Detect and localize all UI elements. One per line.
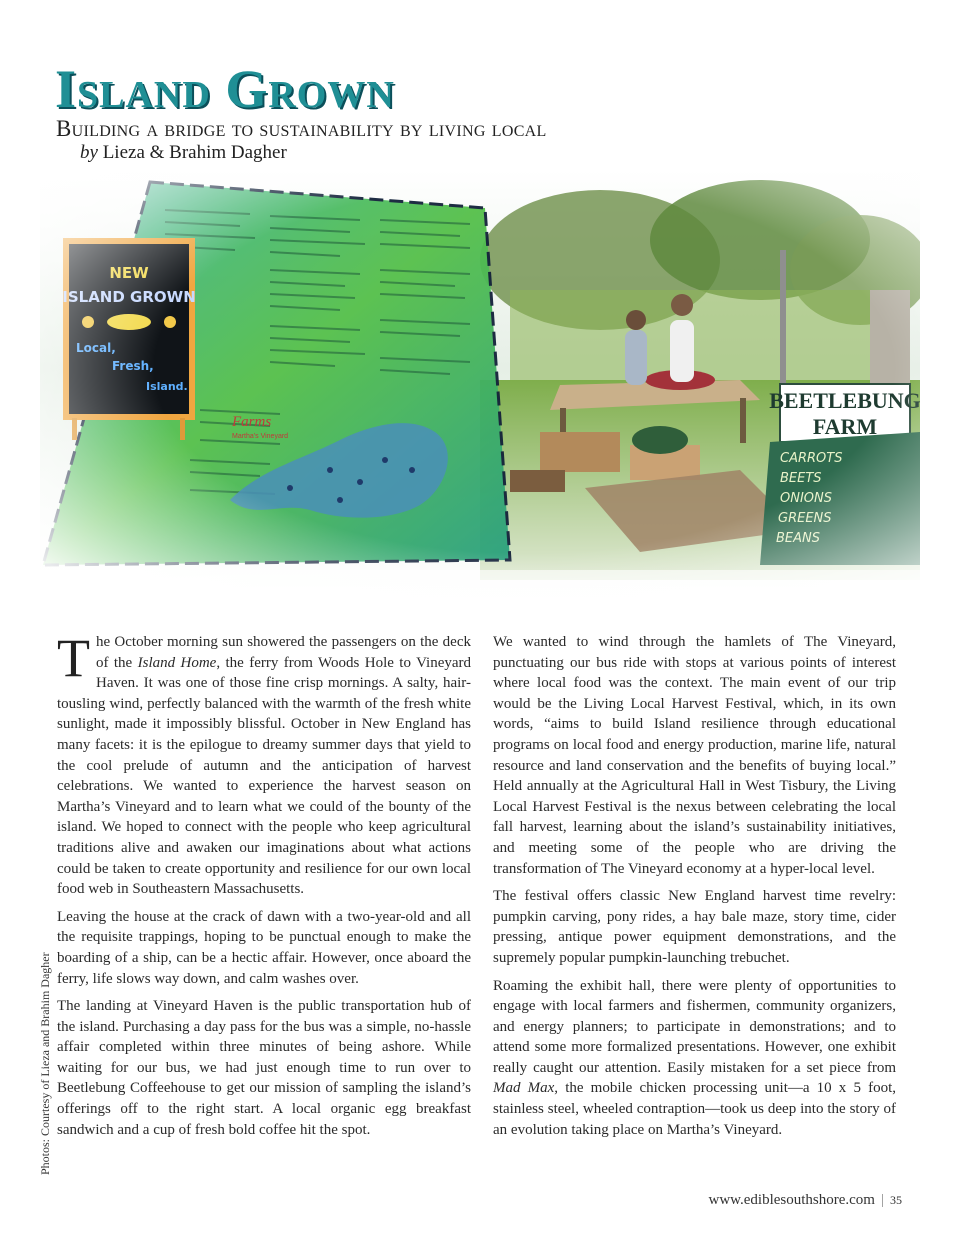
film-title: Mad Max <box>493 1080 555 1097</box>
page-number: 35 <box>890 1193 902 1207</box>
hero-collage <box>40 170 920 610</box>
paragraph-3: The landing at Vineyard Haven is the public transportation hub of the island. Purchasing a day pass for the bus was a simple, no-hassle affair completed within three minutes of being ashore. While waiting for our bus, we had just enough time to run over to Beetlebung Coffeehouse to get our mission of sampling the island’s offerings off to the right start. A local organic egg breakfast sandwich and a cup of fresh bold coffee hit the spot. <box>57 998 471 1138</box>
page-subtitle: Building a bridge to sustainability by living local <box>56 116 547 141</box>
paragraph-1 <box>57 628 472 900</box>
byline-authors: Lieza & Brahim Dagher <box>102 142 287 163</box>
hero-illustration <box>40 170 920 610</box>
paragraph-1-text-a: he October morning sun showered the passengers on the deck of the <box>96 634 471 671</box>
photo-credit: Photos: Courtesy of Lieza and Brahim Dagher <box>38 952 52 1175</box>
byline-prefix: by <box>80 142 98 163</box>
byline <box>80 142 287 164</box>
article-column-right <box>493 632 896 1147</box>
article-column-left <box>57 628 472 1147</box>
footer-separator: | <box>880 1192 884 1208</box>
page-footer <box>708 1192 902 1209</box>
paragraph-6 <box>493 976 896 1141</box>
paragraph-6-text-a: Roaming the exhibit hall, there were plenty of opportunities to engage with local farmers and fishermen, community organizers, and energy planners; to participate in demonstrations; and to attend some more formalized presentations. However, one exhibit really caught our attention. Easily mistaken for a set piece from <box>493 977 896 1076</box>
paragraph-1-text-b: , the ferry from Woods Hole to Vineyard Haven. It was one of those fine crisp mornings. A salty, hair-tousling wind, perfectly balanced with the warmth of the fresh white sunlight, made it impossibly blissful. October in New England has many facets: it is the epilogue to dreamy summer days that yield to the cool prelude of autumn and the anticipation of harvest celebrations. We wanted to experience the harvest season on Martha’s Vineyard and to learn what we could of the bounty of the island. We hoped to connect with the people who keep agricultural traditions alive and awaken our imaginations about what actions could be taken to create opportunity and resilience for our own local food web in Southeastern Massachusetts. <box>57 654 472 898</box>
paragraph-2: Leaving the house at the crack of dawn with a two-year-old and all the requisite trappings, hoping to be punctual enough to make the boarding of a ship, can be a hectic affair. However, once aboard the ferry, life slows way down, and calm washes over. <box>57 908 471 987</box>
page-title: Island Grown <box>55 59 395 119</box>
paragraph-5: The festival offers classic New England harvest time revelry: pumpkin carving, pony rides, a hay bale maze, story time, cider pressing, antique power equipment demonstrations, and the supremely popular pumpkin-launching trebuchet. <box>493 888 896 966</box>
paragraph-6-text-b: , the mobile chicken processing unit—a 10 x 5 foot, stainless steel, wheeled contraption—took us deep into the story of an evolution taking place on Martha’s Vineyard. <box>493 1080 896 1138</box>
footer-url[interactable]: www.ediblesouthshore.com <box>708 1192 875 1208</box>
drop-cap: T <box>57 628 90 688</box>
paragraph-4: We wanted to wind through the hamlets of The Vineyard, punctuating our bus ride with stops at various points of interest where local food was the context. The main event of our trip would be the Living Local Harvest Festival, which, in its own words, “aims to build Island resilience through educational programs on local food and energy production, marine life, natural resource and land conservation and the benefits of buying local.” Held annually at the Agricultural Hall in West Tisbury, the Living Local Harvest Festival is the nexus between celebrating the local fall harvest, learning about the island’s sustainability initiatives, and meeting some of the people who are driving the transformation of The Vineyard economy at a hyper-local level. <box>493 634 896 877</box>
ferry-name: Island Home <box>137 654 217 671</box>
